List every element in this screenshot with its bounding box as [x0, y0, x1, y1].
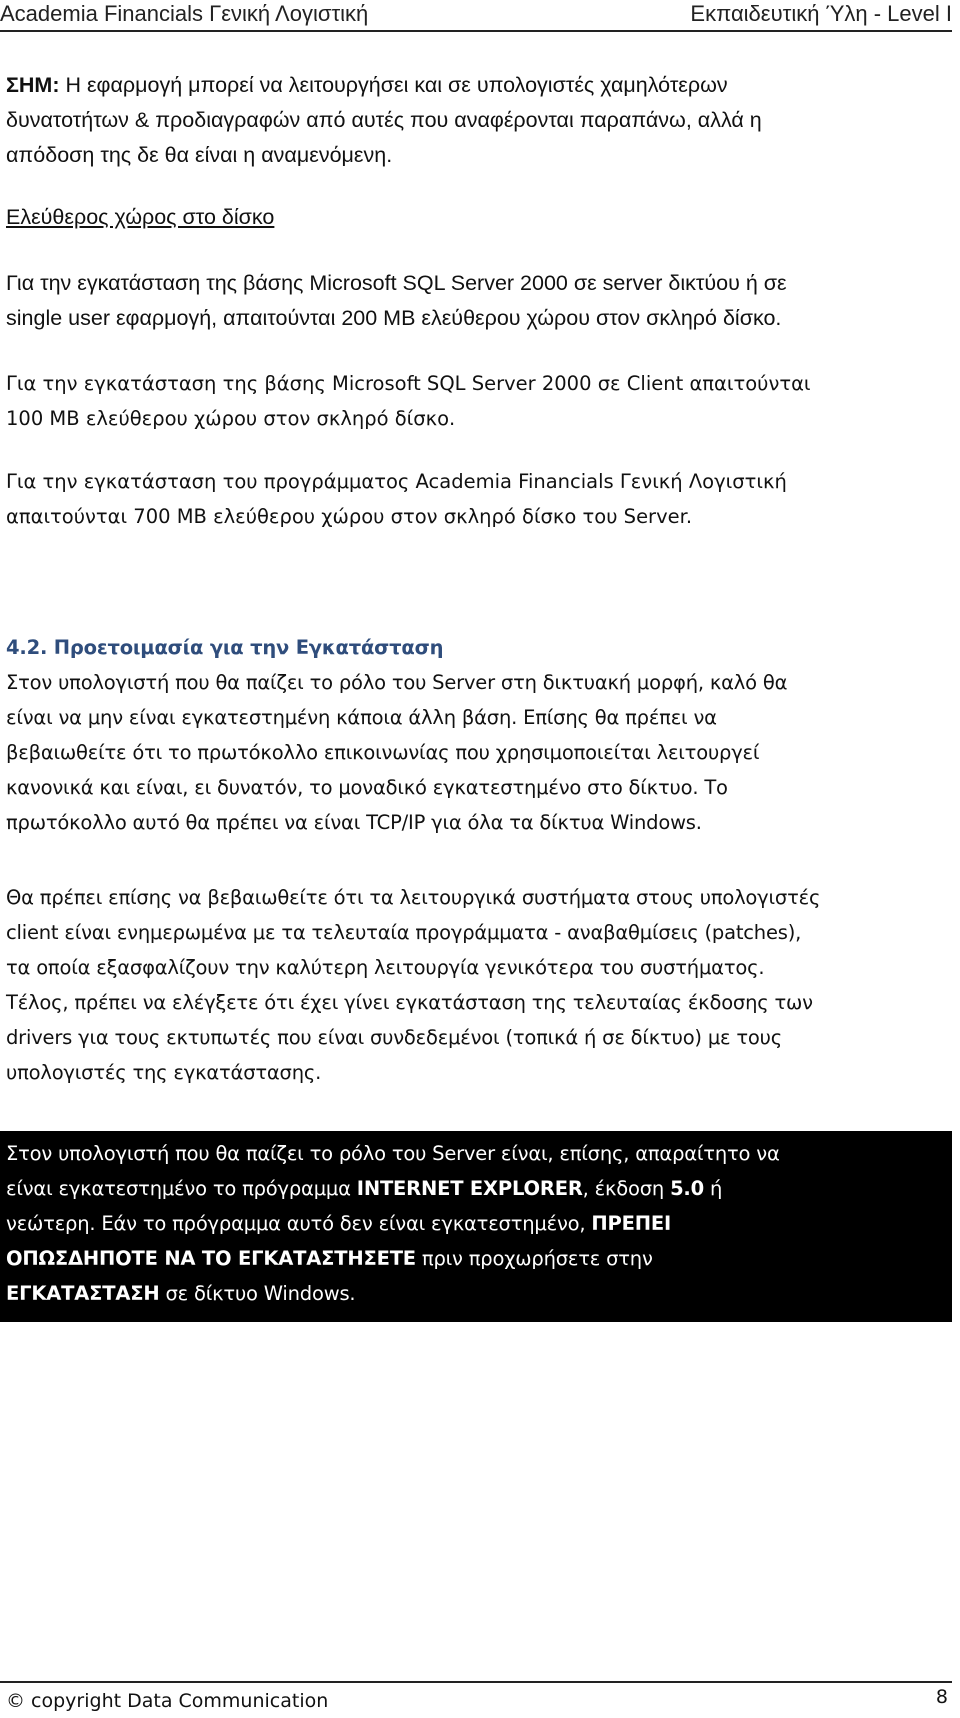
warning-text: είναι εγκατεστημένο το πρόγραμμα — [6, 1177, 357, 1200]
warning-bold-installation: ΕΓΚΑΤΑΣΤΑΣΗ — [6, 1282, 160, 1305]
warning-box — [0, 1131, 952, 1322]
header-level: Εκπαιδευτική Ύλη - Level I — [690, 1, 952, 26]
disk-p1-line-1: Για την εγκατάσταση της βάσης Microsoft SQL Server 2000 σε server δικτύου ή σε — [6, 271, 787, 295]
disk-space-title: Ελεύθερος χώρος στο δίσκο — [6, 205, 275, 229]
warning-line-1: Στον υπολογιστή που θα παίζει το ρόλο του Server είναι, επίσης, απαραίτητο να — [6, 1142, 780, 1165]
disk-p1-line-2: single user εφαρμογή, απαιτούνται 200 MB ελεύθερου χώρου στον σκληρό δίσκο. — [6, 306, 782, 330]
disk-p2-line-2: 100 MB ελεύθερου χώρου στον σκληρό δίσκο. — [6, 407, 456, 430]
section-p1-line-2: είναι να μην είναι εγκατεστημένη κάποια άλλη βάση. Επίσης θα πρέπει να — [6, 706, 717, 729]
section-p1-line-4: κανονικά και είναι, ει δυνατόν, το μοναδικό εγκατεστημένο στο δίκτυο. Το — [6, 776, 728, 799]
section-p2-line-6: υπολογιστές της εγκατάστασης. — [6, 1061, 322, 1084]
warning-line-2 — [6, 1171, 946, 1206]
disk-p2-line-1: Για την εγκατάσταση της βάσης Microsoft SQL Server 2000 σε Client απαιτούνται — [6, 372, 811, 395]
page-header — [0, 0, 952, 32]
warning-bold-ie: INTERNET EXPLORER — [356, 1177, 583, 1200]
disk-paragraph-3 — [6, 464, 936, 534]
section-p1-line-1: Στον υπολογιστή που θα παίζει το ρόλο του Server στη δικτυακή μορφή, καλό θα — [6, 671, 788, 694]
warning-text: σε δίκτυο Windows. — [159, 1282, 356, 1305]
warning-bold-install: ΟΠΩΣΔΗΠΟΤΕ ΝΑ ΤΟ ΕΓΚΑΤΑΣΤΗΣΕΤΕ — [6, 1247, 416, 1270]
disk-p3-line-1: Για την εγκατάσταση του προγράμματος Academia Financials Γενική Λογιστική — [6, 470, 787, 493]
warning-bold-version: 5.0 — [670, 1177, 705, 1200]
page-number: 8 — [935, 1686, 948, 1708]
note-line-3: απόδοση της δε θα είναι η αναμενόμενη. — [6, 143, 393, 167]
footer-copyright: © copyright Data Communication — [6, 1690, 329, 1712]
note-lead: ΣΗΜ: — [6, 73, 60, 97]
disk-space-title-block — [6, 200, 936, 235]
warning-line-4 — [6, 1241, 946, 1276]
section-paragraph-2 — [6, 880, 936, 1090]
section-heading: 4.2. Προετοιμασία για την Εγκατάσταση — [6, 636, 444, 659]
warning-bold-must: ΠΡΕΠΕΙ — [591, 1212, 672, 1235]
section-p2-line-1: Θα πρέπει επίσης να βεβαιωθείτε ότι τα λειτουργικά συστήματα στους υπολογιστές — [6, 886, 821, 909]
note-paragraph — [6, 68, 936, 173]
section-p2-line-5: drivers για τους εκτυπωτές που είναι συνδεδεμένοι (τοπικά ή σε δίκτυο) με τους — [6, 1026, 782, 1049]
disk-paragraph-1 — [6, 266, 936, 336]
warning-line-5 — [6, 1276, 946, 1311]
section-p2-line-3: τα οποία εξασφαλίζουν την καλύτερη λειτουργία γενικότερα του συστήματος. — [6, 956, 765, 979]
disk-p3-line-2: απαιτούνται 700 MB ελεύθερου χώρου στον σκληρό δίσκο του Server. — [6, 505, 693, 528]
section-p1-line-5: πρωτόκολλο αυτό θα πρέπει να είναι TCP/IP για όλα τα δίκτυα Windows. — [6, 811, 702, 834]
disk-paragraph-2 — [6, 366, 936, 436]
note-line-2: δυνατοτήτων & προδιαγραφών από αυτές που αναφέρονται παραπάνω, αλλά η — [6, 108, 762, 132]
section-4-2 — [6, 630, 936, 840]
section-p1-line-3: βεβαιωθείτε ότι το πρωτόκολλο επικοινωνίας που χρησιμοποιείται λειτουργεί — [6, 741, 760, 764]
warning-text: , έκδοση — [582, 1177, 671, 1200]
header-title: Academia Financials Γενική Λογιστική — [0, 1, 369, 26]
warning-line-3 — [6, 1206, 946, 1241]
note-line-1: Η εφαρμογή μπορεί να λειτουργήσει και σε υπολογιστές χαμηλότερων — [59, 73, 728, 97]
section-p2-line-2: client είναι ενημερωμένα με τα τελευταία προγράμματα - αναβαθμίσεις (patches), — [6, 921, 802, 944]
section-p2-line-4: Τέλος, πρέπει να ελέγξετε ότι έχει γίνει εγκατάσταση της τελευταίας έκδοσης των — [6, 991, 813, 1014]
warning-text: νεώτερη. Εάν το πρόγραμμα αυτό δεν είναι εγκατεστημένο, — [6, 1212, 592, 1235]
warning-text: πριν προχωρήσετε στην — [415, 1247, 653, 1270]
warning-text: ή — [704, 1177, 723, 1200]
footer-rule — [0, 1681, 952, 1683]
